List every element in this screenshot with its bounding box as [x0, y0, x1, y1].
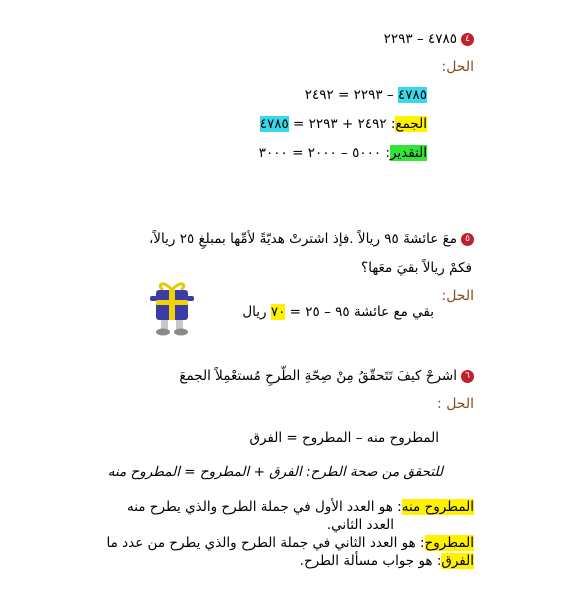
def-minuend-cont: العدد الثاني. [326, 517, 394, 533]
q5-answer [242, 304, 434, 320]
q4-number-badge: ٤ [461, 33, 474, 46]
q6-equation-1: المطروح منه – المطروح = الفرق [249, 430, 439, 446]
q4-sum-label: الجمع [395, 116, 427, 132]
def-subtrahend-text: : هو العدد الثاني في جملة الطرح والذي يطرح من عدد ما [106, 535, 425, 551]
q6-question [179, 368, 474, 384]
q4-line2 [260, 116, 427, 132]
def-difference [106, 552, 474, 570]
q6-solution-label: الحل : [437, 396, 474, 412]
q4-problem [384, 31, 474, 47]
q4-line1 [305, 87, 427, 103]
def-minuend-label: المطروح منه [401, 499, 474, 515]
q5-line2: فكمْ ريالاً بقيَ معَها؟ [361, 260, 472, 276]
q4-sum-expr: : ٢٤٩٢ + ٢٢٩٣ = [288, 116, 396, 132]
def-subtrahend [106, 534, 474, 552]
def-minuend [106, 498, 474, 516]
def-difference-label: الفرق [441, 553, 474, 569]
q6-definitions [106, 498, 474, 570]
q4-estimate-label: التقدير [389, 145, 427, 161]
q5-answer-expr: بقي مع عائشة ٩٥ – ٢٥ = [285, 304, 434, 320]
q6-question-text: اشرحْ كيفَ تَتَحقّقُ مِنْ صِحّةِ الطّرحِ مُستعْمِلاً الجمعَ [179, 368, 457, 384]
q5-answer-value: ٧٠ [270, 304, 286, 320]
q5-solution-label: الحل: [441, 288, 474, 304]
q6-equation-2: للتحقق من صحة الطرح: الفرق + المطروح = المطروح منه [107, 464, 443, 480]
q4-line1-rest: – ٢٢٩٣ = ٢٤٩٢ [304, 87, 398, 103]
q5-text-1: معَ عائشةَ ٩٥ ريالاً .فإذ اشترتْ هديّةً لأمِّها بمبلغِ ٢٥ ريالاً، [148, 231, 457, 247]
q4-problem-text: ٤٧٨٥ – ٢٢٩٣ [383, 31, 457, 47]
def-difference-text: : هو جواب مسألة الطرح. [299, 553, 442, 569]
def-subtrahend-label: المطروح [424, 535, 474, 551]
q6-number-badge: ٦ [461, 370, 474, 383]
q5-number-badge: ٥ [461, 233, 474, 246]
q4-line3 [259, 145, 427, 161]
q4-estimate-expr: : ٥٠٠٠ – ٢٠٠٠ = ٣٠٠٠ [258, 145, 390, 161]
q4-line1-highlight: ٤٧٨٥ [397, 87, 427, 103]
def-minuend-text: : هو العدد الأول في جملة الطرح والذي يطرح منه [126, 499, 402, 515]
q4-solution-label: الحل: [441, 59, 474, 75]
q5-answer-unit: ريال [242, 304, 271, 320]
gift-box-illustration [150, 280, 194, 336]
q5-line1 [149, 231, 474, 247]
q4-sum-result: ٤٧٨٥ [259, 116, 289, 132]
